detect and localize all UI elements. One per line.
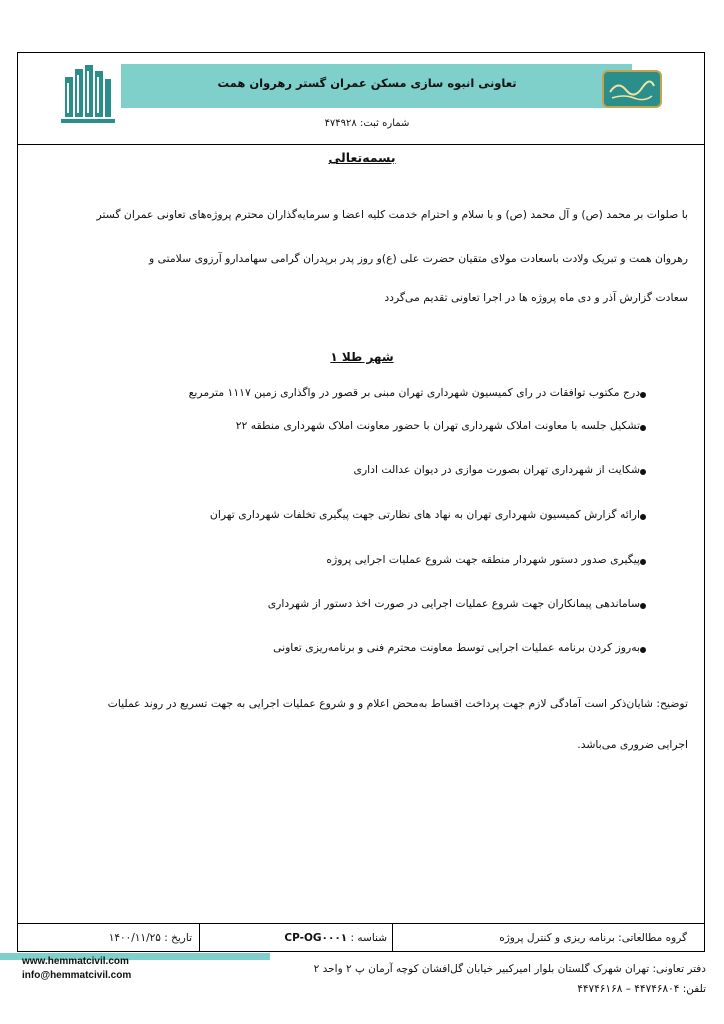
registration-number: شماره ثبت: ۴۷۴۹۲۸: [324, 118, 410, 129]
divider: [199, 924, 200, 952]
document-id-label: شناسه :: [350, 932, 387, 944]
document-title: بسمه‌تعالی: [328, 150, 396, 165]
list-item: درج مکتوب توافقات در رای کمیسیون شهرداری تهران مبنی بر قصور در واگذاری زمین ۱۱۱۷ مترمربع: [188, 386, 640, 399]
list-item: شکایت از شهرداری تهران بصورت موازی در دیوان عدالت اداری: [353, 463, 640, 476]
bullet-dot-icon: [640, 425, 646, 431]
cooperative-calligraphy-logo-icon: [602, 70, 662, 108]
phone-numbers: تلفن: ۴۴۷۴۶۸۰۴ – ۴۴۷۴۶۱۶۸: [577, 983, 706, 995]
list-item: به‌روز کردن برنامه عملیات اجرایی توسط معاونت محترم فنی و برنامه‌ریزی تعاونی: [273, 641, 640, 654]
list-item: تشکیل جلسه با معاونت املاک شهرداری تهران با حضور معاونت املاک شهرداری منطقه ۲۲: [235, 419, 640, 432]
study-group: گروه مطالعاتی: برنامه ریزی و کنترل پروژه: [499, 932, 687, 944]
note-line-2: اجرایی ضروری می‌باشد.: [577, 738, 688, 751]
list-item: ساماندهی پیمانکاران جهت شروع عملیات اجرایی در صورت اخذ دستور از شهرداری: [267, 597, 640, 610]
note-line-1: توضیح: شایان‌ذکر است آمادگی لازم جهت پرداخت اقساط به‌محض اعلام و و شروع عملیات اجرایی به جهت تسریع در روند عملیات: [107, 697, 688, 710]
document-id-value: CP-OG۰۰۰۱: [284, 932, 348, 944]
bullet-dot-icon: [640, 469, 646, 475]
building-logo-icon: [55, 63, 121, 129]
email-link[interactable]: info@hemmatcivil.com: [22, 970, 132, 981]
bullet-dot-icon: [640, 603, 646, 609]
list-item: پیگیری صدور دستور شهردار منطقه جهت شروع عملیات اجرایی پروژه: [326, 553, 640, 566]
bullet-dot-icon: [640, 514, 646, 520]
divider: [392, 924, 393, 952]
page-frame: [17, 52, 705, 952]
document-id: [272, 924, 387, 952]
bullet-dot-icon: [640, 559, 646, 565]
office-address: دفتر تعاونی: تهران شهرک گلستان بلوار امیرکبیر خیابان گل‌افشان کوچه آرمان پ ۲ واحد ۲: [313, 963, 706, 975]
list-item: ارائه گزارش کمیسیون شهرداری تهران به نهاد های نظارتی جهت پیگیری تخلفات شهرداری تهران: [209, 508, 640, 521]
bullet-dot-icon: [640, 392, 646, 398]
company-name: تعاونی انبوه سازی مسکن عمران گستر رهروان همت: [217, 76, 517, 90]
website-link[interactable]: www.hemmatcivil.com: [22, 956, 129, 967]
intro-line-1: با صلوات بر محمد (ص) و آل محمد (ص) و با سلام و احترام خدمت کلیه اعضا و سرمایه‌گذاران محترم پروژه‌های تعاونی عمران گستر: [96, 208, 688, 221]
section-title: شهر طلا ۱: [330, 350, 394, 364]
footer-info-row: [17, 923, 705, 953]
letterhead: [17, 52, 705, 145]
intro-line-3: سعادت گزارش آذر و دی ماه پروژه ها در اجرا تعاونی تقدیم می‌گردد: [384, 291, 688, 304]
document-date: تاریخ : ۱۴۰۰/۱۱/۲۵: [108, 932, 192, 944]
bullet-dot-icon: [640, 647, 646, 653]
intro-line-2: رهروان همت و تبریک ولادت باسعادت مولای متقیان حضرت علی (ع)و روز پدر برپدران گرامی سهامدارو آرزوی سلامتی و: [149, 252, 688, 265]
